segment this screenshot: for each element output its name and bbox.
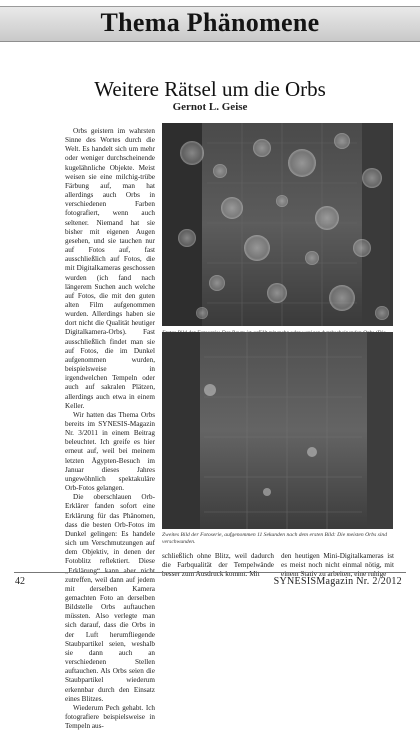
section-title: Thema Phänomene [100,8,320,37]
temple-photo-first-image [162,123,393,326]
temple-photo-second [162,332,393,529]
body-column-right: den heutigen Mini-Digitalkameras ist es meist noch nicht einmal nötig, mit einem Stativ zu arbeiten, eine ruhige [281,552,394,579]
article-title: Weitere Rätsel um die Orbs [94,77,326,101]
temple-photo-first [162,123,393,326]
section-header [0,0,420,52]
body-column-middle: schließlich ohne Blitz, weil dadurch die Farbqualität der Tempelwände besser zum Ausdruck kommt. Mit [162,552,274,579]
body-paragraph: Wir hatten das Thema Orbs bereits im SYNESIS-Magazin Nr. 3/2011 in einem Beitrag beleuchtet. Ich greife es hier erneut auf, weil bei meinem letzten Ägypten-Besuch im Januar dieses Jahres ungewöhnlich spektakuläre Orb-Fotos gelangen. [65,410,155,493]
body-column-left [65,127,155,731]
temple-photo-second-image [162,332,393,529]
magazine-issue: SYNESISMagazin Nr. 2/2012 [273,576,402,587]
footer-divider [14,572,406,573]
photo-caption-second: Zweites Bild der Fotoserie, aufgenommen 11 Sekunden nach dem ersten Bild: Die meisten Orbs sind verschwunden. [162,532,388,545]
article-author: Gernot L. Geise [172,101,248,113]
page-number: 42 [15,576,25,587]
body-paragraph: Orbs geistern im wahrsten Sinne des Wortes durch die Welt. Es handelt sich um mehr oder weniger durchscheinende kugelähnliche Objekte. Meist weisen sie eine milchig-trübe Färbung auf, man hat allerdings auch Orbs in verschiedenen Farben fotografiert, wenn auch seltener. Niemand hat sie bisher mit eigenen Augen gesehen, und sie tauchen nur auf Fotos auf, fast ausschließlich auf Fotos, die mit Digitalkameras geschossen wurden (ich fand nach längerem Suchen auch welche auf Fotos, die mit den guten alten Film aufgenommen wurden. Allerdings haben sie dort nicht die Qualität heutiger Digitalkamera-Orbs). Fast ausschließlich findet man sie auf Fotos, die im Dunkel aufgenommen wurden, beispielsweise in irgendwelchen Tempeln oder auch auf sakralen Plätzen, allerdings auch etwa in einem Keller. [65,127,155,410]
body-paragraph: Wiederum Pech gehabt. Ich fotografiere beispielsweise in Tempeln aus- [65,703,155,731]
body-paragraph: Die oberschlauen Orb-Erklärer fanden sofort eine Erklärung für das Phänomen, dass die besten Orb-Fotos im Dunkel gelingen: Es handele sich um Verschmutzungen auf dem Objektiv, in denen der Fotoblitz reflektiert. Diese „Erklärung“ kann aber nicht zutreffen, weil dann auf jedem mit derselben Kamera gemachten Foto an derselben Bildstelle Orbs auftauchen müssten. Also verlegte man sich darauf, dass die Orbs in der Luft herumfliegende Staubpartikel seien, weshalb sie dann auch an verschiedenen Stellen auftauchen. Als Orbs seien die Staubpartikel wiederum erkennbar durch den Einsatz eines Blitzes. [65,493,155,703]
